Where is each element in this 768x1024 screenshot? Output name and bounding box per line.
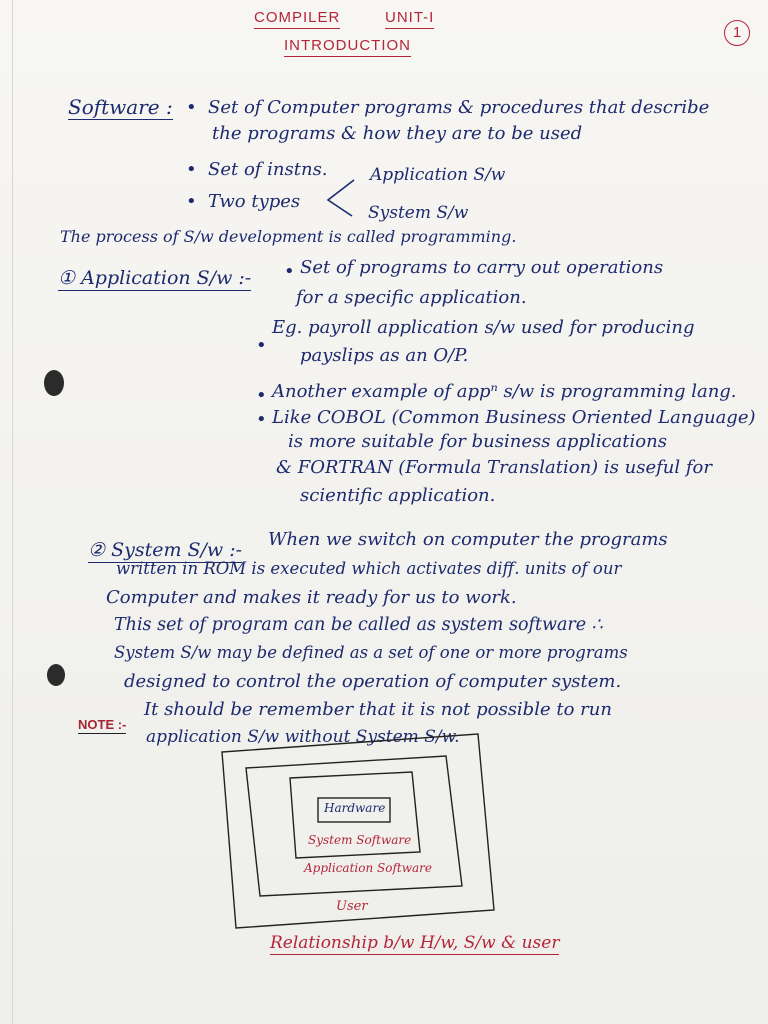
bullet: • (256, 385, 267, 406)
note-label: NOTE :- (78, 718, 126, 734)
application-line: Another example of appⁿ s/w is programming lang. (272, 381, 737, 402)
application-line: Eg. payroll application s/w used for producing (272, 317, 695, 338)
bullet: • (256, 409, 267, 430)
software-point: Set of instns. (208, 159, 328, 180)
software-point: Two types (208, 191, 301, 212)
application-line: payslips as an O/P. (300, 345, 469, 366)
software-heading: Software : (68, 95, 173, 119)
system-line: When we switch on computer the programs (268, 529, 668, 550)
bullet: • (186, 159, 197, 180)
software-point: Set of Computer programs & procedures that describe (208, 97, 710, 118)
bullet: • (284, 261, 295, 282)
application-line: for a specific application. (296, 287, 527, 308)
application-heading: ① Application S/w :- (58, 267, 252, 289)
layer-user: User (336, 899, 368, 914)
application-line: & FORTRAN (Formula Translation) is useful for (276, 457, 712, 478)
process-note: The process of S/w development is called programming. (60, 227, 517, 246)
system-heading: ② System S/w :- (88, 539, 243, 561)
system-line: designed to control the operation of computer system. (124, 671, 622, 692)
application-line: scientific application. (300, 485, 496, 506)
diagram-caption: Relationship b/w H/w, S/w & user (270, 933, 560, 953)
system-line: System S/w may be defined as a set of one or more programs (114, 643, 628, 662)
note-line: application S/w without System S/w. (146, 727, 460, 747)
system-line: Computer and makes it ready for us to work. (106, 587, 517, 608)
type-application: Application S/w (370, 165, 506, 185)
bullet: • (186, 97, 197, 118)
application-line: is more suitable for business applications (288, 431, 667, 452)
topic-title: INTRODUCTION (284, 38, 411, 57)
layer-application-software: Application Software (304, 861, 432, 875)
type-system: System S/w (368, 203, 469, 223)
application-line: Set of programs to carry out operations (300, 257, 664, 278)
page-number: 1 (724, 20, 750, 46)
bullet: • (186, 191, 197, 212)
bullet: • (256, 335, 267, 356)
system-line: This set of program can be called as system software ∴ (114, 615, 603, 635)
software-point: the programs & how they are to be used (212, 123, 583, 144)
system-line: written in ROM is executed which activates diff. units of our (116, 559, 622, 578)
subject-title: COMPILER (254, 10, 340, 29)
layer-system-software: System Software (308, 833, 412, 847)
unit-title: UNIT-I (385, 10, 434, 29)
application-line: Like COBOL (Common Business Oriented Language) (272, 407, 756, 428)
note-line: It should be remember that it is not possible to run (144, 699, 612, 720)
layer-hardware: Hardware (324, 801, 386, 815)
